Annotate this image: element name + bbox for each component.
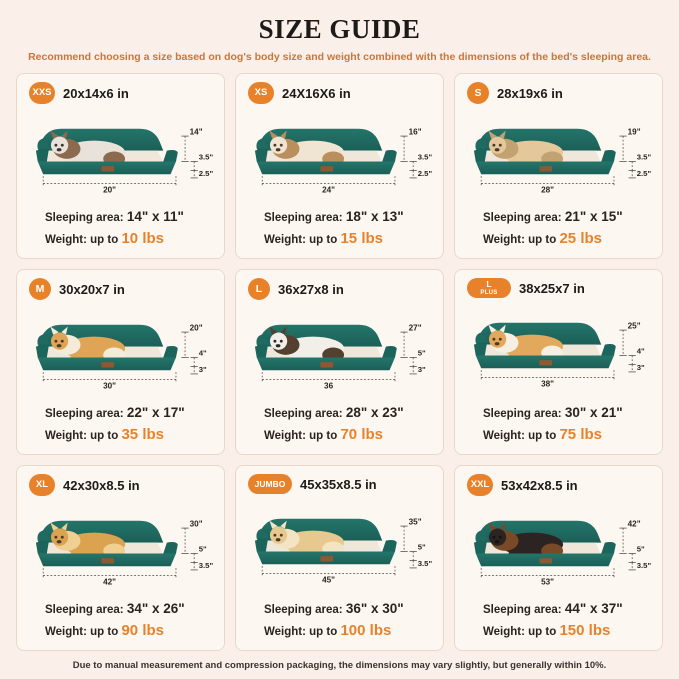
svg-text:19": 19" <box>627 127 641 137</box>
card-specs <box>463 207 654 250</box>
weight-row <box>45 228 216 251</box>
svg-text:4": 4" <box>636 346 645 356</box>
card-header <box>25 472 216 496</box>
svg-text:36: 36 <box>324 381 334 391</box>
size-badge-label: S <box>474 86 482 99</box>
bed-illustration <box>463 106 654 198</box>
card-header <box>25 80 216 104</box>
svg-text:27": 27" <box>408 323 422 333</box>
sleeping-area-value: 34" x 26" <box>126 601 185 617</box>
sleeping-area-label: Sleeping area: <box>483 212 562 225</box>
svg-text:30": 30" <box>189 519 203 529</box>
weight-prefix: up to <box>309 625 338 638</box>
sleeping-area-row <box>483 207 654 227</box>
size-badge <box>467 278 511 298</box>
sleeping-area-value: 36" x 30" <box>345 601 404 617</box>
weight-label: Weight: <box>483 233 525 246</box>
svg-text:3": 3" <box>636 363 645 373</box>
size-badge <box>467 474 493 496</box>
weight-row <box>45 620 216 643</box>
weight-row <box>264 228 435 251</box>
size-badge-label: XXL <box>470 479 490 491</box>
size-card <box>454 73 663 259</box>
bed-dimensions: 28x19x6 in <box>497 85 563 101</box>
weight-label: Weight: <box>45 233 87 246</box>
svg-text:2.5": 2.5" <box>417 169 433 179</box>
svg-text:30": 30" <box>103 381 117 391</box>
card-header <box>244 472 435 494</box>
size-badge <box>248 278 270 300</box>
svg-text:3": 3" <box>198 365 207 375</box>
card-header <box>25 276 216 300</box>
size-card <box>16 269 225 455</box>
size-badge-label: XS <box>254 87 268 99</box>
svg-text:42": 42" <box>103 577 117 587</box>
sleeping-area-value: 28" x 23" <box>345 405 404 421</box>
sleeping-area-row <box>264 403 435 423</box>
size-card <box>454 465 663 651</box>
sleeping-area-row <box>264 599 435 619</box>
size-badge-label: L <box>255 282 263 295</box>
svg-text:3.5": 3.5" <box>198 152 214 162</box>
size-badge-label: JUMBO <box>254 478 286 489</box>
card-specs <box>25 207 216 250</box>
svg-text:3.5": 3.5" <box>636 152 652 162</box>
bed-dimensions: 20x14x6 in <box>63 85 129 101</box>
weight-prefix: up to <box>528 233 557 246</box>
svg-text:53": 53" <box>541 577 555 587</box>
card-header <box>244 276 435 300</box>
weight-row <box>483 620 654 643</box>
svg-text:14": 14" <box>189 127 203 137</box>
bed-illustration <box>463 300 654 392</box>
sleeping-area-row <box>45 599 216 619</box>
size-badge <box>29 82 55 104</box>
sleeping-area-label: Sleeping area: <box>483 408 562 421</box>
card-header <box>463 472 654 496</box>
svg-text:5": 5" <box>198 544 207 554</box>
weight-label: Weight: <box>483 625 525 638</box>
bed-dimensions: 30x20x7 in <box>59 281 125 297</box>
sleeping-area-row <box>45 403 216 423</box>
svg-text:24": 24" <box>322 185 336 195</box>
size-badge <box>248 82 274 104</box>
card-specs <box>244 403 435 446</box>
bed-diagram <box>25 106 216 198</box>
weight-value: 35 lbs <box>121 425 164 443</box>
bed-diagram <box>463 106 654 198</box>
size-badge-label: L <box>486 279 492 290</box>
weight-prefix: up to <box>90 429 119 442</box>
size-card <box>16 465 225 651</box>
weight-value: 100 lbs <box>340 621 392 639</box>
card-header <box>244 80 435 104</box>
bed-illustration <box>25 302 216 394</box>
card-specs <box>463 403 654 446</box>
weight-prefix: up to <box>90 233 119 246</box>
sleeping-area-label: Sleeping area: <box>264 212 343 225</box>
bed-dimensions: 53x42x8.5 in <box>501 477 578 493</box>
svg-text:16": 16" <box>408 127 422 137</box>
weight-label: Weight: <box>483 429 525 442</box>
weight-row <box>264 620 435 643</box>
size-badge <box>29 474 55 496</box>
svg-text:25": 25" <box>627 321 641 331</box>
page-title: SIZE GUIDE <box>258 14 421 44</box>
weight-value: 75 lbs <box>559 425 602 443</box>
card-specs <box>244 207 435 250</box>
size-card <box>16 73 225 259</box>
svg-text:20": 20" <box>189 323 203 333</box>
size-badge <box>467 82 489 104</box>
weight-label: Weight: <box>45 429 87 442</box>
sleeping-area-label: Sleeping area: <box>45 408 124 421</box>
sleeping-area-label: Sleeping area: <box>264 408 343 421</box>
weight-label: Weight: <box>264 429 306 442</box>
bed-illustration <box>244 496 435 588</box>
bed-illustration <box>25 106 216 198</box>
weight-value: 150 lbs <box>559 621 611 639</box>
bed-diagram <box>463 498 654 590</box>
svg-text:42": 42" <box>627 519 641 529</box>
footnote: Due to manual measurement and compression packaging, the dimensions may vary slightly, but generally within 10%. <box>72 660 607 671</box>
sleeping-area-value: 21" x 15" <box>564 209 623 225</box>
sleeping-area-value: 14" x 11" <box>126 209 184 225</box>
weight-row <box>483 424 654 447</box>
size-badge <box>248 474 292 494</box>
weight-value: 25 lbs <box>559 229 602 247</box>
weight-prefix: up to <box>309 233 338 246</box>
sleeping-area-row <box>483 403 654 423</box>
card-header <box>463 80 654 104</box>
sleeping-area-value: 22" x 17" <box>126 405 185 421</box>
svg-text:3.5": 3.5" <box>417 152 433 162</box>
sleeping-area-label: Sleeping area: <box>483 604 562 617</box>
weight-value: 70 lbs <box>340 425 383 443</box>
bed-diagram <box>244 106 435 198</box>
bed-diagram <box>25 302 216 394</box>
sleeping-area-row <box>45 207 216 227</box>
weight-row <box>45 424 216 447</box>
svg-text:2.5": 2.5" <box>198 169 214 179</box>
weight-prefix: up to <box>90 625 119 638</box>
sleeping-area-value: 44" x 37" <box>564 601 623 617</box>
page-subtitle: Recommend choosing a size based on dog's body size and weight combined with the dimensions of the bed's sleeping area. <box>28 51 651 63</box>
card-specs <box>25 599 216 642</box>
size-badge-label: XXS <box>32 87 52 99</box>
size-badge-label: XL <box>35 479 49 491</box>
weight-label: Weight: <box>45 625 87 638</box>
weight-prefix: up to <box>309 429 338 442</box>
bed-dimensions: 38x25x7 in <box>519 280 585 296</box>
weight-value: 15 lbs <box>340 229 383 247</box>
svg-text:2.5": 2.5" <box>636 169 652 179</box>
card-specs <box>25 403 216 446</box>
weight-value: 90 lbs <box>121 621 164 639</box>
bed-diagram <box>244 496 435 588</box>
bed-diagram <box>244 302 435 394</box>
weight-value: 10 lbs <box>121 229 164 247</box>
sleeping-area-label: Sleeping area: <box>45 604 124 617</box>
bed-dimensions: 36x27x8 in <box>278 281 344 297</box>
weight-label: Weight: <box>264 233 306 246</box>
bed-dimensions: 45x35x8.5 in <box>300 476 377 492</box>
size-badge-label: M <box>35 282 45 295</box>
bed-diagram <box>463 300 654 392</box>
svg-text:3.5": 3.5" <box>198 561 214 571</box>
size-card <box>454 269 663 455</box>
weight-row <box>483 228 654 251</box>
size-card <box>235 465 444 651</box>
weight-label: Weight: <box>264 625 306 638</box>
svg-text:38": 38" <box>541 379 555 389</box>
size-card <box>235 269 444 455</box>
bed-illustration <box>25 498 216 590</box>
sleeping-area-row <box>483 599 654 619</box>
sleeping-area-row <box>264 207 435 227</box>
sleeping-area-value: 30" x 21" <box>564 405 623 421</box>
size-badge-sublabel: PLUS <box>480 289 498 296</box>
bed-illustration <box>244 106 435 198</box>
svg-text:5": 5" <box>636 544 645 554</box>
svg-text:3.5": 3.5" <box>636 561 652 571</box>
svg-text:28": 28" <box>541 185 555 195</box>
sleeping-area-label: Sleeping area: <box>264 604 343 617</box>
svg-text:35": 35" <box>408 517 422 527</box>
weight-prefix: up to <box>528 625 557 638</box>
svg-text:4": 4" <box>198 348 207 358</box>
svg-text:5": 5" <box>417 542 426 552</box>
svg-text:45": 45" <box>322 575 336 585</box>
size-card <box>235 73 444 259</box>
bed-illustration <box>463 498 654 590</box>
card-specs <box>463 599 654 642</box>
sleeping-area-value: 18" x 13" <box>345 209 404 225</box>
bed-illustration <box>244 302 435 394</box>
sleeping-area-label: Sleeping area: <box>45 212 124 225</box>
svg-text:20": 20" <box>103 185 117 195</box>
bed-dimensions: 24X16X6 in <box>282 85 351 101</box>
bed-diagram <box>25 498 216 590</box>
size-card-grid <box>16 73 663 651</box>
bed-dimensions: 42x30x8.5 in <box>63 477 140 493</box>
svg-text:3.5": 3.5" <box>417 559 433 569</box>
card-specs <box>244 599 435 642</box>
weight-row <box>264 424 435 447</box>
weight-prefix: up to <box>528 429 557 442</box>
svg-text:3": 3" <box>417 365 426 375</box>
size-badge <box>29 278 51 300</box>
card-header <box>463 276 654 298</box>
svg-text:5": 5" <box>417 348 426 358</box>
